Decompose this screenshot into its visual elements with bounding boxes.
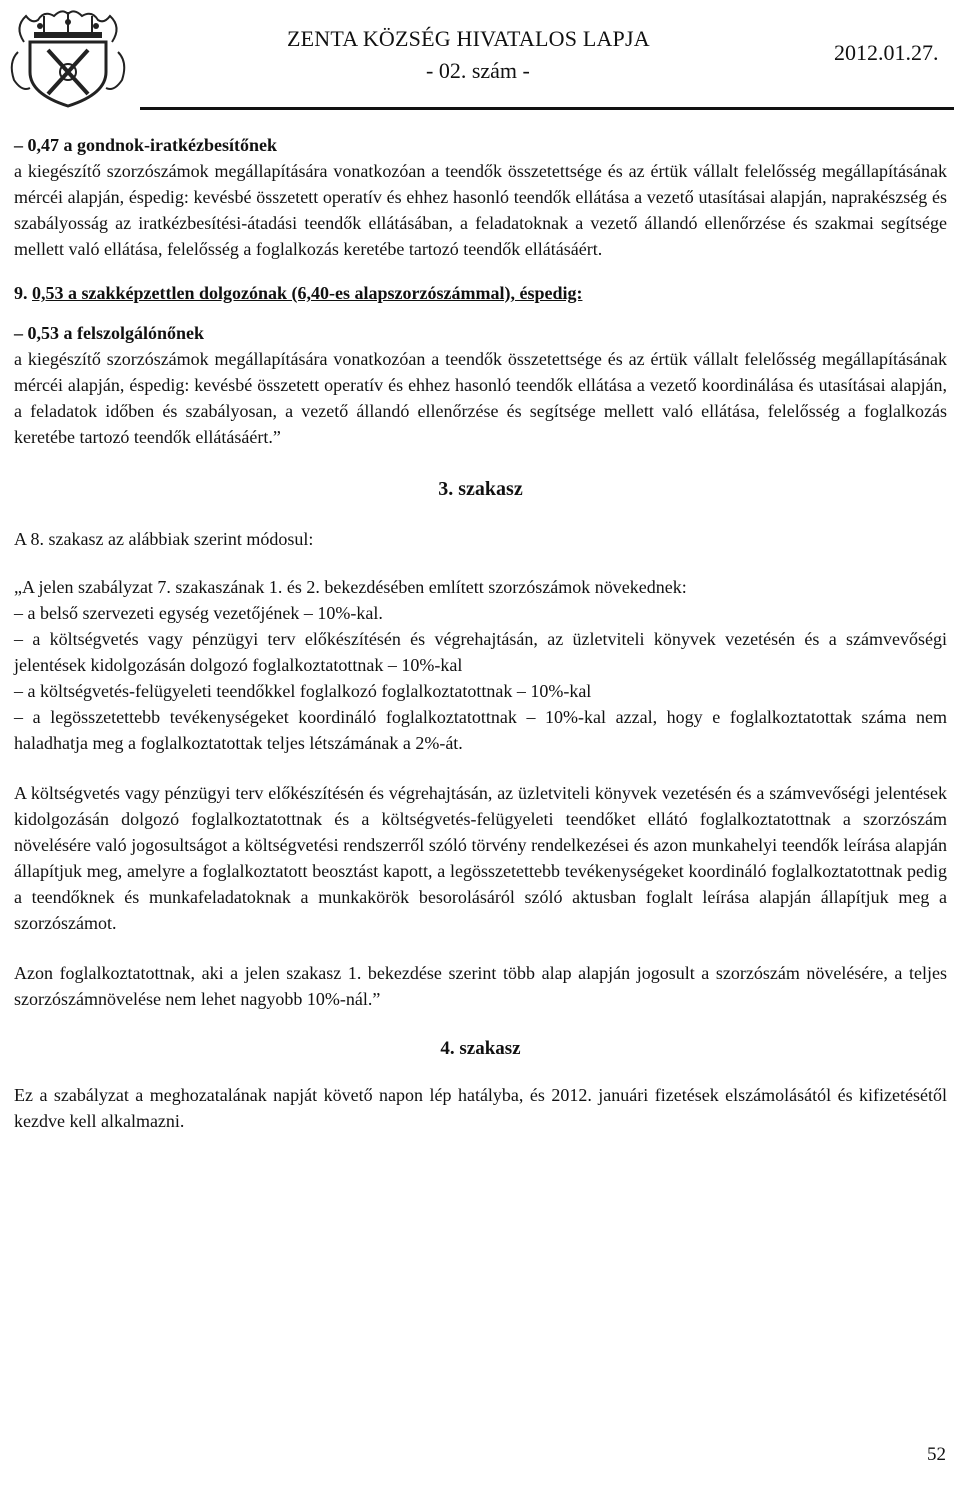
section4-text: Ez a szabályzat a meghozatalának napját követő napon lép hatályba, és 2012. januári fizetések elszámolásától és kifizetésétől kezdve kell alkalmazni.	[14, 1085, 947, 1131]
section3-quote-line: „A jelen szabályzat 7. szakaszának 1. és 2. bekezdésében említett szorzószámok növekednek:	[14, 577, 687, 597]
section3-quote	[14, 574, 947, 756]
block1-text: a kiegészítő szorzószámok megállapítására vonatkozóan a teendők összetettsége és az értük vállalt felelősség megállapításának mércéi alapján, éspedig: kevésbé összetett operatív és ehhez hasonló teendők ellátása a vezető utasításai alapján, naprakészség és szabályosság az iratkézbesítési-átadási teendők ellátásában, a feladatoknak a vezető állandó ellenőrzése és szakmai segítsége mellett való ellátása, felelősség a foglalkozás keretébe tartozó teendők ellátásáért.	[14, 161, 947, 259]
section3-paragraph-2: Azon foglalkoztatottnak, aki a jelen szakasz 1. bekezdése szerint több alap alapján jogosult a szorzószám növelésére, a teljes szorzószámnövelése nem lehet nagyobb 10%-nál.”	[14, 963, 947, 1009]
header-divider	[140, 107, 954, 110]
section3-paragraph-1: A költségvetés vagy pénzügyi terv előkészítésén és végrehajtásán, az üzletviteli könyvek vezetésén és a számvevőségi jelentések kidolgozásán dolgozó foglalkoztatottnak és a költségvetés-felügyeleti teendőket ellátó foglalkoztatottnak a szorzószám növelésére való jogosultságot a költségvetési rendszerről szóló törvény rendelkezései és azon munkahelyi teendők leírása alapján állapítjuk meg, amelyre a foglalkoztatott beosztást kapott, a legösszetettebb tevékenységeket koordináló foglalkoztatottnak pedig a teendőknek és munkafeladatoknak a munkakörök besorolásáról szóló aktusban foglalt leírása alapján állapítjuk meg a szorzószámot.	[14, 783, 947, 933]
issue-number: - 02. szám -	[426, 58, 530, 83]
section4-title: 4. szakasz	[440, 1038, 521, 1059]
block1-heading: – 0,47 a gondnok-iratkézbesítőnek	[14, 135, 278, 155]
item9-heading: – 0,53 a felszolgálónőnek	[14, 323, 205, 343]
item9-title	[14, 280, 947, 306]
section3-item-1: – a belső szervezeti egység vezetőjének – 10%-kal.	[14, 603, 383, 623]
item9-text: a kiegészítő szorzószámok megállapítására vonatkozóan a teendők összetettsége és az értük vállalt felelősség megállapításának mércéi alapján, éspedig: kevésbé összetett operatív és ehhez hasonló teendők ellátása a vezető koordinálása és utasításai alapján, a feladatok időben és szabályosan, a vezető állandó ellenőrzése és segítsége mellett való ellátása, felelősség a foglalkozás keretébe tartozó teendők ellátásáért.”	[14, 349, 947, 447]
section3-item-4: – a legösszetettebb tevékenységeket koordináló foglalkoztatottnak – 10%-kal azzal, hogy e foglalkoztatottak száma nem haladhatja meg a foglalkoztatottak teljes létszámának a 2%-át.	[14, 707, 947, 753]
section3-title: 3. szakasz	[438, 478, 523, 500]
section3-item-2: – a költségvetés vagy pénzügyi terv előkészítésén és végrehajtásán, az üzletviteli könyvek vezetésén és a számvevőségi jelentések kidolgozásán dolgozó foglalkoztatottnak – 10%-kal	[14, 629, 947, 675]
item9-number: 9.	[14, 283, 28, 303]
section3-item-3: – a költségvetés-felügyeleti teendőkkel foglalkozó foglalkoztatottnak – 10%-kal	[14, 681, 592, 701]
coat-of-arms-emblem	[4, 2, 132, 110]
page-number: 52	[927, 1444, 946, 1465]
item9-title-text: 0,53 a szakképzettlen dolgozónak (6,40-es alapszorzószámmal), éspedig:	[32, 283, 583, 303]
issue-date: 2012.01.27.	[834, 40, 939, 65]
section3-header	[14, 476, 947, 554]
section3-intro: A 8. szakasz az alábbiak szerint módosul:	[14, 529, 314, 549]
journal-title: ZENTA KÖZSÉG HIVATALOS LAPJA	[287, 26, 650, 51]
document-body	[14, 132, 947, 1134]
page-header	[0, 0, 960, 112]
